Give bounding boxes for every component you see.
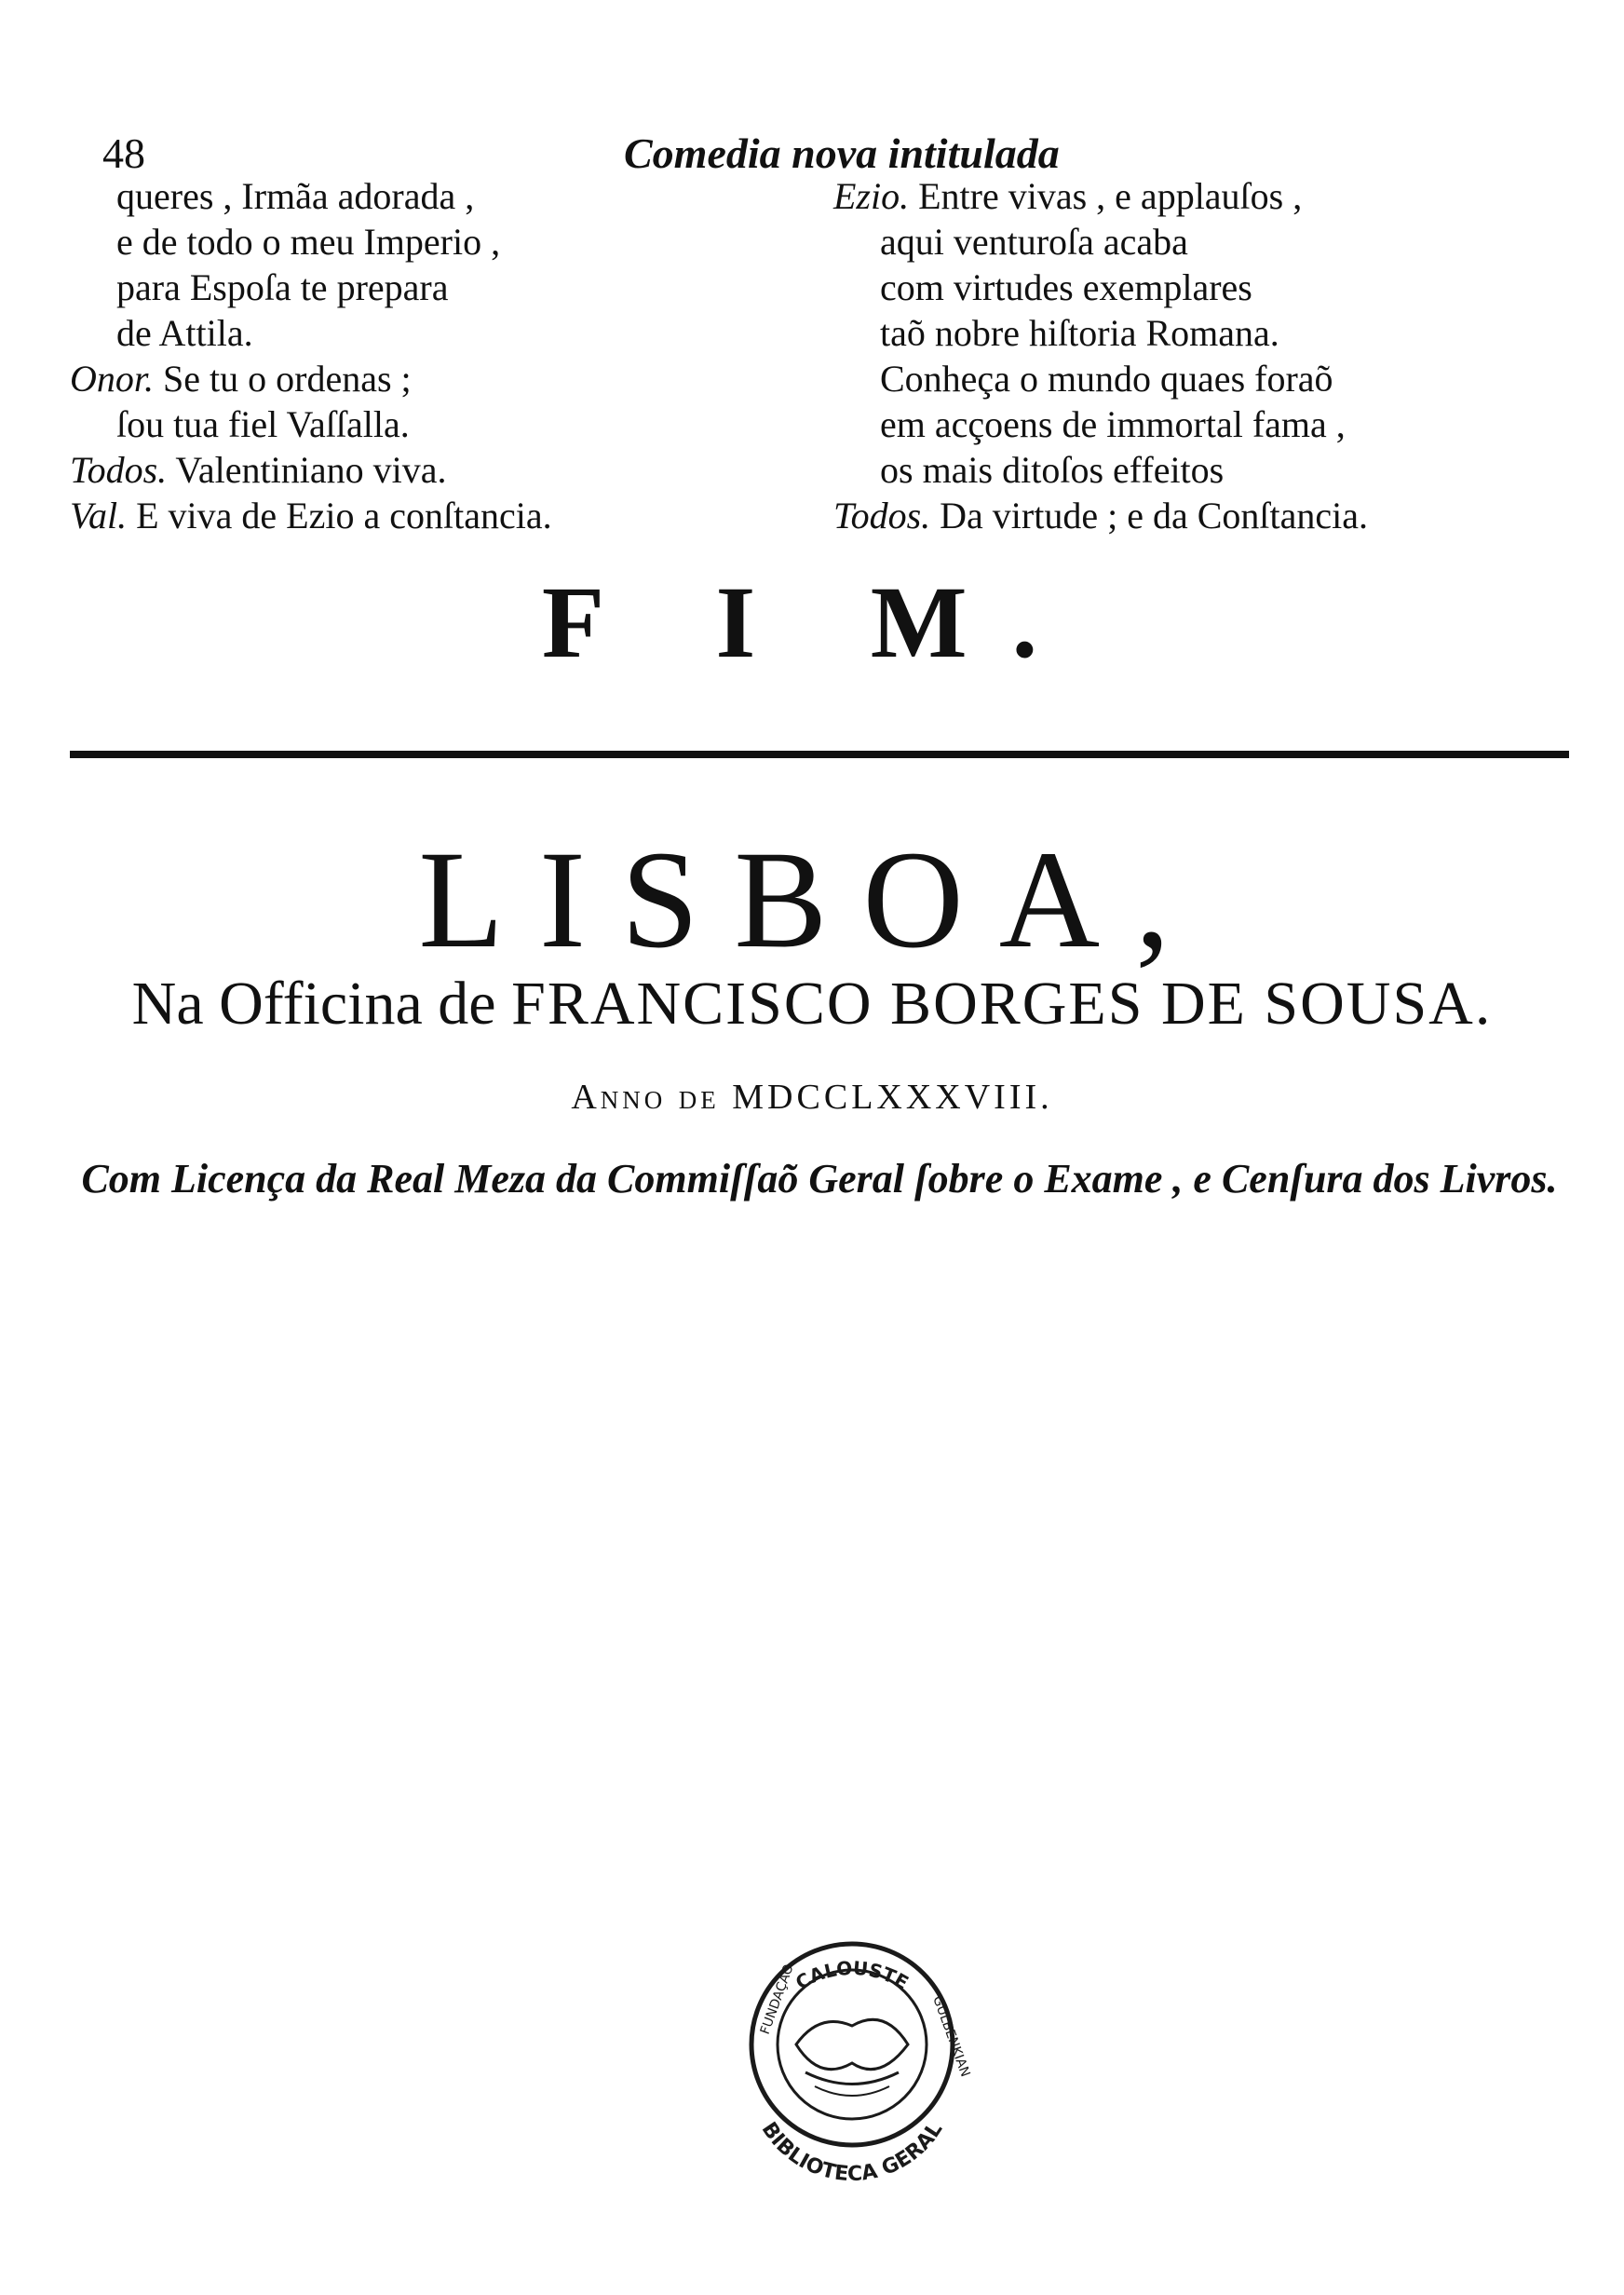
verse-text: de Attila. bbox=[116, 312, 253, 354]
verse-line bbox=[833, 173, 1597, 219]
verse-text: Da virtude ; e da Conſtancia. bbox=[940, 495, 1368, 536]
verse-text: aqui venturoſa acaba bbox=[880, 221, 1188, 263]
running-title: Comedia nova intitulada bbox=[624, 129, 1060, 177]
printer-name: FRANCISCO BORGES DE SOUSA. bbox=[511, 970, 1493, 1038]
verse-text: os mais ditoſos effeitos bbox=[880, 449, 1225, 491]
verse-text: Se tu o ordenas ; bbox=[163, 358, 412, 400]
stamp-bottom-text: BIBLIOTECA GERAL bbox=[756, 2118, 948, 2187]
verse-line bbox=[70, 401, 722, 447]
speaker-name: Ezio. bbox=[833, 175, 910, 217]
verse-line bbox=[833, 356, 1597, 401]
verse-line bbox=[70, 219, 722, 265]
verse-line bbox=[833, 219, 1597, 265]
svg-text:CALOUSTE bbox=[792, 1957, 913, 1994]
verse-line bbox=[833, 310, 1597, 356]
verse-text: E viva de Ezio a conſtancia. bbox=[136, 495, 552, 536]
verse-text: ſou tua fiel Vaſſalla. bbox=[116, 403, 410, 445]
right-verse-column bbox=[833, 173, 1597, 538]
library-stamp-svg bbox=[717, 1933, 987, 2203]
verse-text: e de todo o meu Imperio , bbox=[116, 221, 501, 263]
speaker-name: Todos. bbox=[70, 449, 168, 491]
speaker-name: Val. bbox=[70, 495, 128, 536]
verse-line bbox=[833, 401, 1597, 447]
stamp-right-text: GULBENKIAN bbox=[929, 1993, 973, 2080]
verse-line bbox=[70, 310, 722, 356]
verse-text: em acçoens de immortal fama , bbox=[880, 403, 1346, 445]
library-stamp-icon bbox=[717, 1933, 987, 2203]
verse-line bbox=[70, 356, 722, 401]
verse-text: com virtudes exemplares bbox=[880, 266, 1252, 308]
stamp-left-text: FUNDAÇÃO bbox=[757, 1962, 797, 2037]
verse-line bbox=[833, 493, 1597, 538]
verse-text: Entre vivas , e applauſos , bbox=[918, 175, 1303, 217]
imprint-city: LISBOA, bbox=[418, 822, 1206, 977]
printer-prefix: Na Officina de bbox=[131, 970, 496, 1038]
imprint-license: Com Licença da Real Meza da Commiſſaõ Geral ſobre o Exame , e Cenſura dos Livros. bbox=[81, 1156, 1558, 1202]
svg-text:BIBLIOTECA GERAL bbox=[757, 2118, 948, 2186]
speaker-name: Onor. bbox=[70, 358, 155, 400]
stamp-top-text: CALOUSTE bbox=[792, 1956, 913, 1994]
verse-line bbox=[833, 265, 1597, 310]
left-verse-column bbox=[70, 173, 722, 538]
speaker-name: Todos. bbox=[833, 495, 931, 536]
verse-text: para Espoſa te prepara bbox=[116, 266, 449, 308]
verse-line bbox=[70, 447, 722, 493]
horizontal-rule bbox=[70, 751, 1569, 758]
imprint-printer bbox=[0, 969, 1624, 1039]
verse-text: queres , Irmãa adorada , bbox=[116, 175, 475, 217]
verse-text: Valentiniano viva. bbox=[175, 449, 447, 491]
verse-text: taõ nobre hiſtoria Romana. bbox=[880, 312, 1279, 354]
fim-heading: F I M. bbox=[541, 565, 1083, 679]
verse-text: Conheça o mundo quaes foraõ bbox=[880, 358, 1333, 400]
verse-line bbox=[70, 265, 722, 310]
verse-line bbox=[833, 447, 1597, 493]
verse-line bbox=[70, 173, 722, 219]
page-number: 48 bbox=[102, 129, 145, 177]
verse-line bbox=[70, 493, 722, 538]
imprint-year: Anno de MDCCLXXXVIII. bbox=[571, 1078, 1053, 1117]
